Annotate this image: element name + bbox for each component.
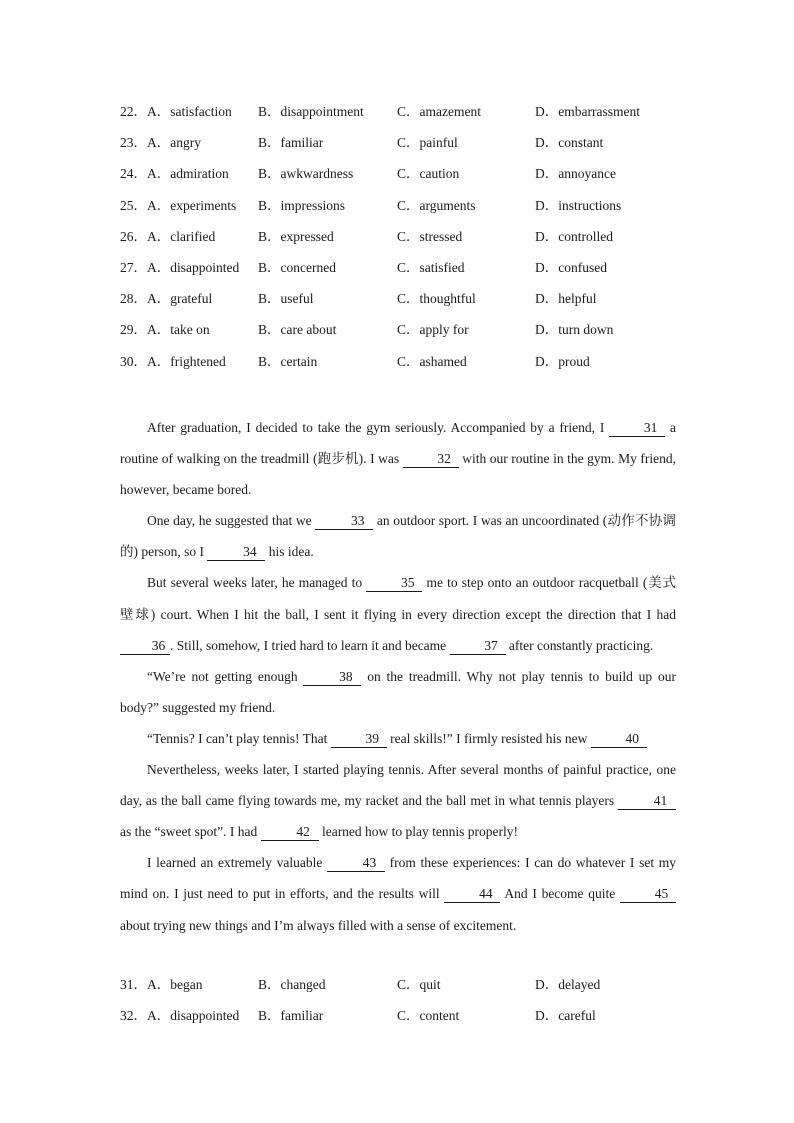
option-a: 25．A．experiments <box>120 197 237 213</box>
question-row <box>120 352 680 383</box>
option-c: C．stressed <box>397 228 463 244</box>
option-c: C．arguments <box>397 197 476 213</box>
option-a: 26．A．clarified <box>120 228 216 244</box>
option-d: D．careful <box>535 1008 596 1024</box>
option-c: C．amazement <box>397 104 481 119</box>
blank-38: 38 <box>303 669 361 686</box>
option-d: D．delayed <box>535 977 601 992</box>
paragraph: But several weeks later, he managed to 35 me to step onto an outdoor racquetball (美式壁球) court. When I hit the ball, I sent it flying in every direction except the direction that I had 36 . Still, somehow, I tried hard to learn it and became 37 after constantly practicing. <box>120 575 676 653</box>
option-d: D．annoyance <box>535 166 616 182</box>
question-row <box>120 258 680 289</box>
blank-34: 34 <box>207 544 265 561</box>
question-row <box>120 1006 680 1037</box>
option-c: C．content <box>397 1008 460 1024</box>
option-a: 28．A．grateful <box>120 291 213 307</box>
option-b: B．disappointment <box>258 104 364 119</box>
option-d: D．constant <box>535 135 604 151</box>
option-b: B．impressions <box>258 197 346 213</box>
question-row <box>120 320 680 351</box>
option-b: B．care about <box>258 322 337 338</box>
option-a: 22．A．satisfaction <box>120 104 232 119</box>
option-a: 31．A．began <box>120 977 203 992</box>
option-b: B．awkwardness <box>258 166 354 182</box>
blank-32: 32 <box>403 451 459 468</box>
option-d: D．instructions <box>535 197 622 213</box>
option-b: B．certain <box>258 353 318 369</box>
option-d: D．proud <box>535 353 590 369</box>
blank-40: 40 <box>591 731 647 748</box>
paragraph: Nevertheless, weeks later, I started playing tennis. After several months of painful practice, one day, as the ball came flying towards me, my racket and the ball met in what tennis players 41 as the “sweet spot”. I had 42 learned how to play tennis properly! <box>120 762 676 840</box>
option-d: D．embarrassment <box>535 104 640 119</box>
paragraph: After graduation, I decided to take the gym seriously. Accompanied by a friend, I 31 a routine of walking on the treadmill (跑步机). I was 32 with our routine in the gym. My friend, however, became bored. <box>120 420 677 498</box>
option-d: D．controlled <box>535 228 613 244</box>
option-c: C．apply for <box>397 322 469 338</box>
question-row <box>120 164 680 195</box>
option-d: D．helpful <box>535 291 597 307</box>
option-b: B．concerned <box>258 259 336 275</box>
paragraph: “We’re not getting enough 38 on the treadmill. Why not play tennis to build up our body?” suggested my friend. <box>120 668 676 715</box>
question-row <box>120 133 680 164</box>
option-d: D．turn down <box>535 322 614 338</box>
paragraph: “Tennis? I can’t play tennis! That 39 real skills!” I firmly resisted his new 40 <box>120 723 676 754</box>
option-a: 23．A．angry <box>120 135 201 151</box>
option-c: C．painful <box>397 135 458 151</box>
question-row <box>120 196 680 227</box>
option-a: 27．A．disappointed <box>120 259 240 275</box>
option-a: 30．A．frightened <box>120 353 226 369</box>
question-row <box>120 975 680 1006</box>
option-c: C．caution <box>397 166 460 182</box>
option-a: 24．A．admiration <box>120 166 229 182</box>
option-a: 32．A．disappointed <box>120 1008 240 1024</box>
option-b: B．expressed <box>258 228 334 244</box>
blank-31: 31 <box>609 420 665 437</box>
question-row <box>120 289 680 320</box>
option-c: C．satisfied <box>397 259 465 275</box>
question-row <box>120 102 680 133</box>
options-grid-22-30 <box>120 102 680 383</box>
blank-39: 39 <box>331 731 387 748</box>
option-c: C．ashamed <box>397 353 467 369</box>
blank-41: 41 <box>618 793 676 810</box>
paragraph: I learned an extremely valuable 43 from these experiences: I can do whatever I set my mind on. I just need to put in efforts, and the results will 44 And I become quite 45 about trying new things and I’m always filled with a sense of excitement. <box>120 855 676 933</box>
options-grid-31-32 <box>120 975 680 1037</box>
option-b: B．changed <box>258 977 326 992</box>
option-b: B．familiar <box>258 135 324 151</box>
blank-42: 42 <box>261 824 319 841</box>
blank-45: 45 <box>620 886 676 903</box>
blank-33: 33 <box>315 513 373 530</box>
blank-36: 36 <box>120 638 170 655</box>
option-c: C．quit <box>397 977 441 992</box>
blank-43: 43 <box>327 855 385 872</box>
cloze-passage <box>120 412 676 941</box>
blank-37: 37 <box>450 638 506 655</box>
option-b: B．familiar <box>258 1008 324 1024</box>
option-d: D．confused <box>535 259 607 275</box>
blank-44: 44 <box>444 886 500 903</box>
question-row <box>120 227 680 258</box>
blank-35: 35 <box>366 575 422 592</box>
option-c: C．thoughtful <box>397 291 476 307</box>
paragraph: One day, he suggested that we 33 an outdoor sport. I was an uncoordinated (动作不协调的) person, so I 34 his idea. <box>120 513 676 560</box>
option-a: 29．A．take on <box>120 322 210 338</box>
option-b: B．useful <box>258 291 314 307</box>
